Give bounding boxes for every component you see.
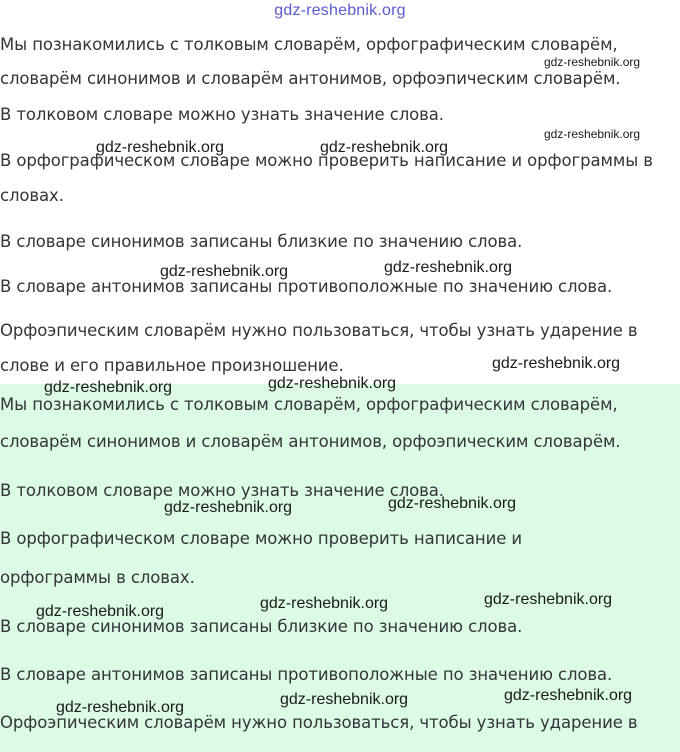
watermark: gdz-reshebnik.org xyxy=(36,603,165,620)
watermark: gdz-reshebnik.org xyxy=(56,699,185,716)
watermark: gdz-reshebnik.org xyxy=(492,355,621,372)
watermark: gdz-reshebnik.org xyxy=(320,139,449,156)
text-line: орфограммы в словах. xyxy=(0,568,195,587)
answer-block-1 xyxy=(0,24,680,384)
text-line: словарём синонимов и словарём антонимов, орфоэпическим словарём. xyxy=(0,69,621,88)
watermark: gdz-reshebnik.org xyxy=(96,139,225,156)
watermark: gdz-reshebnik.org xyxy=(280,691,409,708)
text-line: В словаре антонимов записаны противоположные по значению слова. xyxy=(0,277,613,296)
watermark: gdz-reshebnik.org xyxy=(388,495,517,512)
watermark: gdz-reshebnik.org xyxy=(384,259,513,276)
text-line: Мы познакомились с толковым словарём, орфографическим словарём, xyxy=(0,35,618,54)
text-line: Мы познакомились с толковым словарём, орфографическим словарём, xyxy=(0,395,618,414)
watermark: gdz-reshebnik.org xyxy=(164,499,293,516)
text-line: словарём синонимов и словарём антонимов, орфоэпическим словарём. xyxy=(0,432,621,451)
watermark: gdz-reshebnik.org xyxy=(160,263,289,280)
watermark: gdz-reshebnik.org xyxy=(260,595,389,612)
text-line: Орфоэпическим словарём нужно пользоваться, чтобы узнать ударение в xyxy=(0,713,638,732)
text-line: В толковом словаре можно узнать значение слова. xyxy=(0,105,444,124)
text-line: В толковом словаре можно узнать значение слова. xyxy=(0,481,444,500)
text-line: В орфографическом словаре можно проверить написание и xyxy=(0,529,523,548)
text-line: В словаре антонимов записаны противоположные по значению слова. xyxy=(0,665,613,684)
watermark: gdz-reshebnik.org xyxy=(544,55,641,69)
watermark: gdz-reshebnik.org xyxy=(44,379,173,396)
text-line: слове и его правильное произношение. xyxy=(0,356,344,375)
header-watermark: gdz-reshebnik.org xyxy=(274,2,406,19)
watermark: gdz-reshebnik.org xyxy=(544,127,641,141)
text-line: В словаре синонимов записаны близкие по значению слова. xyxy=(0,617,523,636)
watermark: gdz-reshebnik.org xyxy=(484,591,613,608)
text-line: В орфографическом словаре можно проверить написание и орфограммы в xyxy=(0,151,653,170)
text-line: Орфоэпическим словарём нужно пользоваться, чтобы узнать ударение в xyxy=(0,321,638,340)
watermark: gdz-reshebnik.org xyxy=(268,375,397,392)
watermark: gdz-reshebnik.org xyxy=(504,687,633,704)
text-line: словах. xyxy=(0,186,64,205)
text-line: В словаре синонимов записаны близкие по значению слова. xyxy=(0,232,523,251)
